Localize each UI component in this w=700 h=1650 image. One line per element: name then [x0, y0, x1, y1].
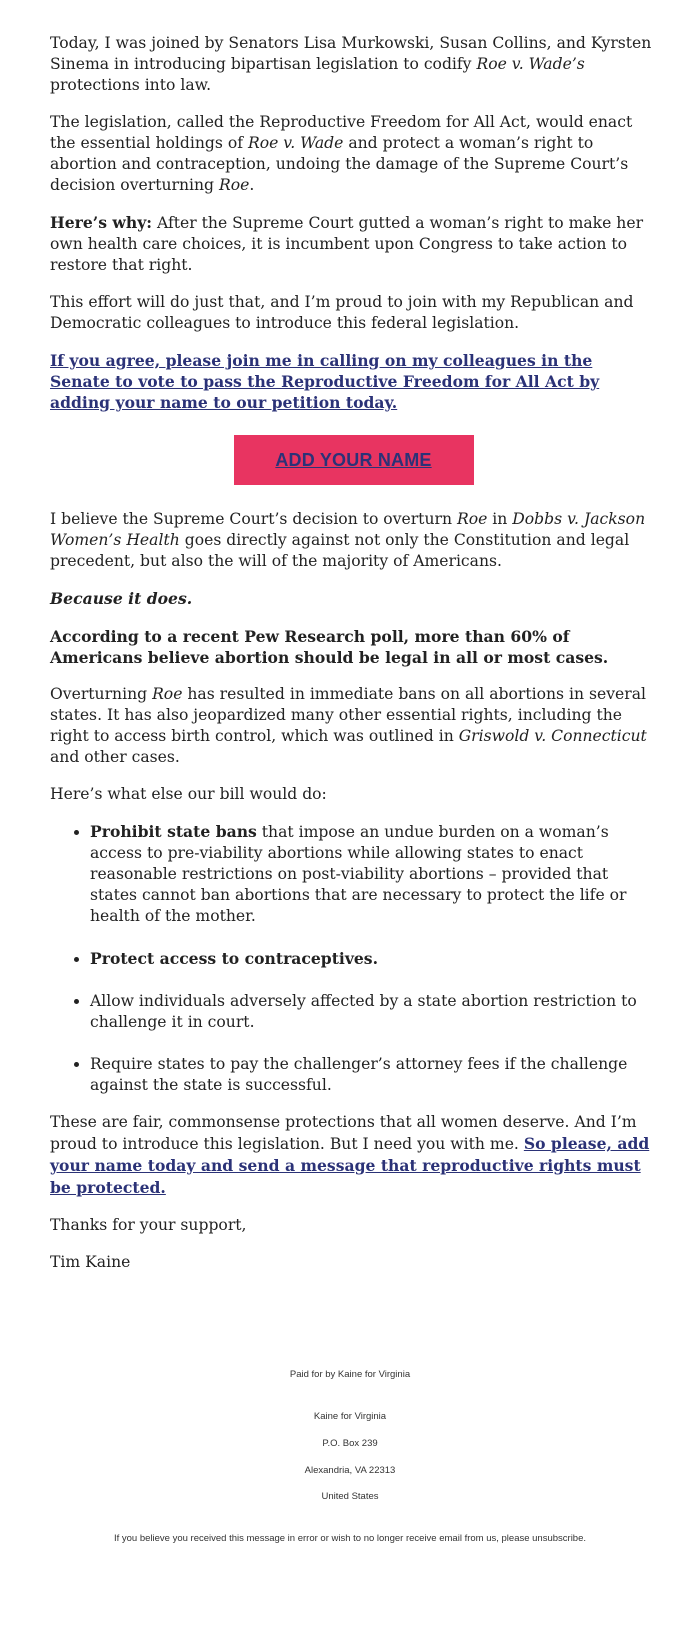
bill-provisions-list — [50, 821, 655, 1096]
paragraph-closing: These are fair, commonsense protections that all women deserve. And I’m proud to introduce this legislation. But I need you with me. So please, add your name today and send a message that reproductive rights must be protected. — [50, 1113, 650, 1197]
footer-city: Alexandria, VA 22313 — [304, 1465, 396, 1476]
footer-country: United States — [321, 1491, 379, 1502]
list-item: • Protect access to contraceptives. — [90, 948, 655, 970]
paragraph-legislation: The legislation, called the Reproductive Freedom for All Act, would enact the essential holdings of Roe v. Wade and protect a woman’s right to abortion and contraception, undoing the damage of the Supreme Court’s decision overturning Roe. — [50, 113, 633, 194]
paragraph-because: Because it does. — [50, 589, 193, 608]
footer-org-name: Kaine for Virginia — [313, 1411, 387, 1422]
petition-link[interactable]: If you agree, please join me in calling on my colleagues in the Senate to vote to pass the Reproductive Freedom for All Act by adding your name to our petition today. — [50, 351, 600, 412]
paid-for-disclaimer: Paid for by Kaine for Virginia — [289, 1369, 411, 1380]
button-container — [50, 435, 655, 485]
email-body — [50, 33, 655, 1289]
paragraph-bill-intro: Here’s what else our bill would do: — [50, 785, 327, 803]
paragraph-dobbs: I believe the Supreme Court’s decision to overturn Roe in Dobbs v. Jackson Women’s Health goes directly against not only the Constitution and legal precedent, but also the will of the majority of Americans. — [50, 510, 646, 570]
footer-po-box: P.O. Box 239 — [322, 1438, 378, 1449]
signature: Tim Kaine — [50, 1253, 131, 1271]
list-item: • Prohibit state bans that impose an undue burden on a woman’s access to pre-viability abortions while allowing states to enact reasonable restrictions on post-viability abortions – provided that states cannot ban abortions that are necessary to protect the life or health of the mother. — [90, 821, 655, 927]
paragraph-intro: Today, I was joined by Senators Lisa Murkowski, Susan Collins, and Kyrsten Sinema in introducing bipartisan legislation to codify Roe v. Wade’s protections into law. — [50, 34, 652, 94]
list-item: • Require states to pay the challenger’s attorney fees if the challenge against the state is successful. — [90, 1054, 655, 1096]
paragraph-thanks: Thanks for your support, — [50, 1216, 247, 1234]
paragraph-heres-why: Here’s why: After the Supreme Court gutted a woman’s right to make her own health care choices, it is incumbent upon Congress to take action to restore that right. — [50, 213, 644, 274]
add-name-inline-link[interactable]: So please, add your name today and send a message that reproductive rights must be protected. — [50, 1134, 650, 1197]
paragraph-effort: This effort will do just that, and I’m proud to join with my Republican and Democratic colleagues to introduce this federal legislation. — [50, 293, 634, 332]
add-your-name-button[interactable]: ADD YOUR NAME — [234, 435, 474, 485]
paragraph-overturning: Overturning Roe has resulted in immediate bans on all abortions in several states. It has also jeopardized many other essential rights, including the right to access birth control, which was outlined in Griswold v. Connecticut and other cases. — [50, 685, 647, 766]
unsubscribe-notice[interactable]: If you believe you received this message in error or wish to no longer receive email from us, please unsubscribe. — [113, 1533, 587, 1544]
paragraph-pew-poll: According to a recent Pew Research poll, more than 60% of Americans believe abortion should be legal in all or most cases. — [50, 627, 609, 667]
list-item: • Allow individuals adversely affected by a state abortion restriction to challenge it in court. — [90, 991, 655, 1033]
